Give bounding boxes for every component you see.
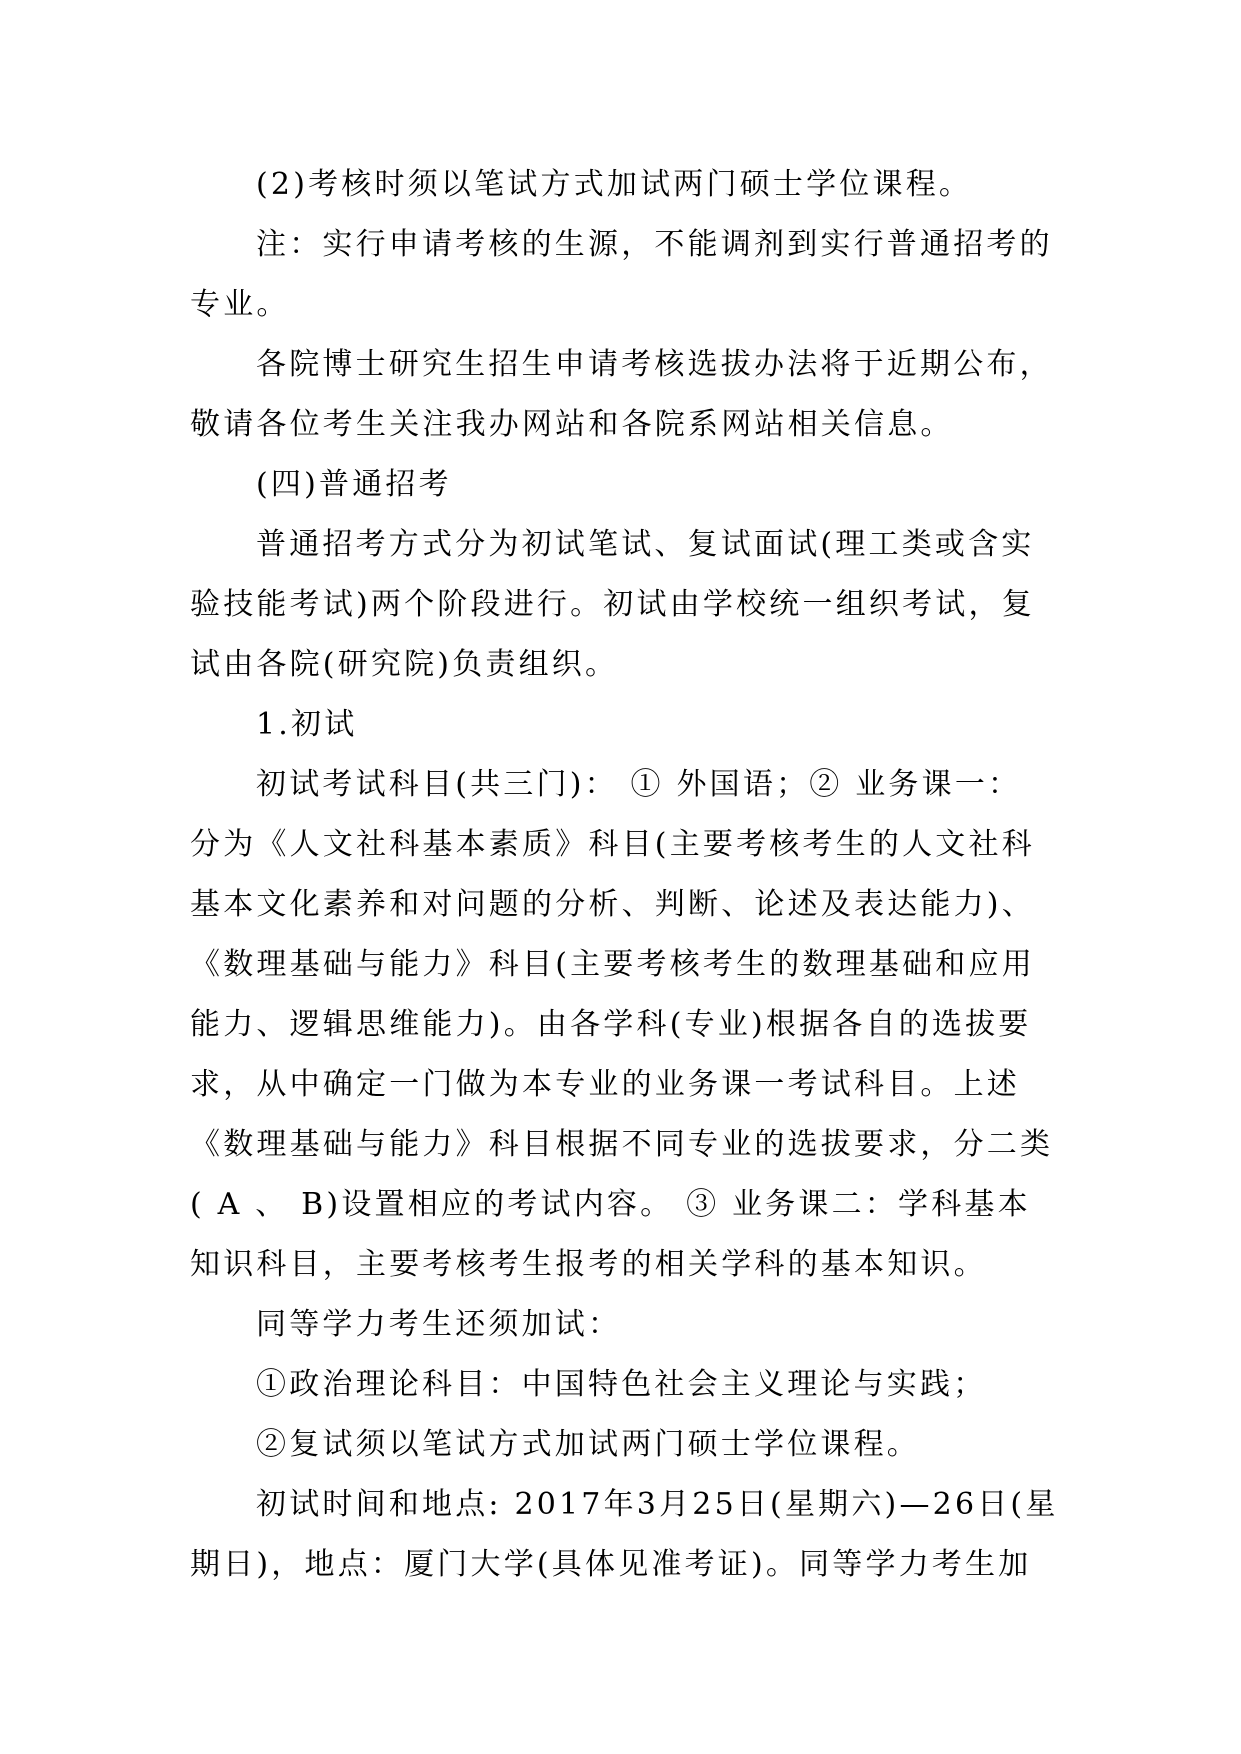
- paragraph-line: 分为《人文社科基本素质》科目(主要考核考生的人文社科: [190, 827, 1035, 862]
- paragraph-line: ( A 、 B)设置相应的考试内容。 ③ 业务课二：学科基本: [190, 1187, 1031, 1222]
- paragraph-line: 注：实行申请考核的生源，不能调剂到实行普通招考的: [256, 227, 1053, 262]
- paragraph-line: 试由各院(研究院)负责组织。: [190, 647, 619, 682]
- paragraph-line: 知识科目，主要考核考生报考的相关学科的基本知识。: [190, 1247, 987, 1282]
- paragraph-line: 同等学力考生还须加试：: [256, 1307, 622, 1342]
- paragraph-line: 敬请各位考生关注我办网站和各院系网站相关信息。: [190, 407, 954, 442]
- section-heading: (四)普通招考: [256, 467, 452, 502]
- paragraph-line: 《数理基础与能力》科目根据不同专业的选拔要求，分二类: [190, 1127, 1054, 1162]
- paragraph-line: 能力、逻辑思维能力)。由各学科(专业)根据各自的选拔要: [190, 1007, 1032, 1042]
- paragraph-line: 基本文化素养和对问题的分析、判断、论述及表达能力)、: [190, 887, 1035, 922]
- paragraph-line: 专业。: [190, 287, 290, 322]
- paragraph-line: ②复试须以笔试方式加试两门硕士学位课程。: [256, 1427, 920, 1462]
- paragraph-line: (2)考核时须以笔试方式加试两门硕士学位课程。: [256, 167, 973, 202]
- paragraph-line: 初试考试科目(共三门)： ① 外国语；② 业务课一：: [256, 767, 1022, 802]
- paragraph-line: ①政治理论科目：中国特色社会主义理论与实践；: [256, 1367, 987, 1402]
- paragraph-line: 各院博士研究生招生申请考核选拔办法将于近期公布，: [256, 347, 1053, 382]
- paragraph-line: 初试时间和地点: 2017年3月25日(星期六)—26日(星: [256, 1487, 1059, 1522]
- paragraph-line: 期日)，地点：厦门大学(具体见准考证)。同等学力考生加: [190, 1547, 1032, 1582]
- subsection-heading: 1.初试: [256, 707, 358, 742]
- paragraph-line: 验技能考试)两个阶段进行。初试由学校统一组织考试，复: [190, 587, 1035, 622]
- paragraph-line: 普通招考方式分为初试笔试、复试面试(理工类或含实: [256, 527, 1035, 562]
- paragraph-line: 《数理基础与能力》科目(主要考核考生的数理基础和应用: [190, 947, 1035, 982]
- paragraph-line: 求，从中确定一门做为本专业的业务课一考试科目。上述: [190, 1067, 1020, 1102]
